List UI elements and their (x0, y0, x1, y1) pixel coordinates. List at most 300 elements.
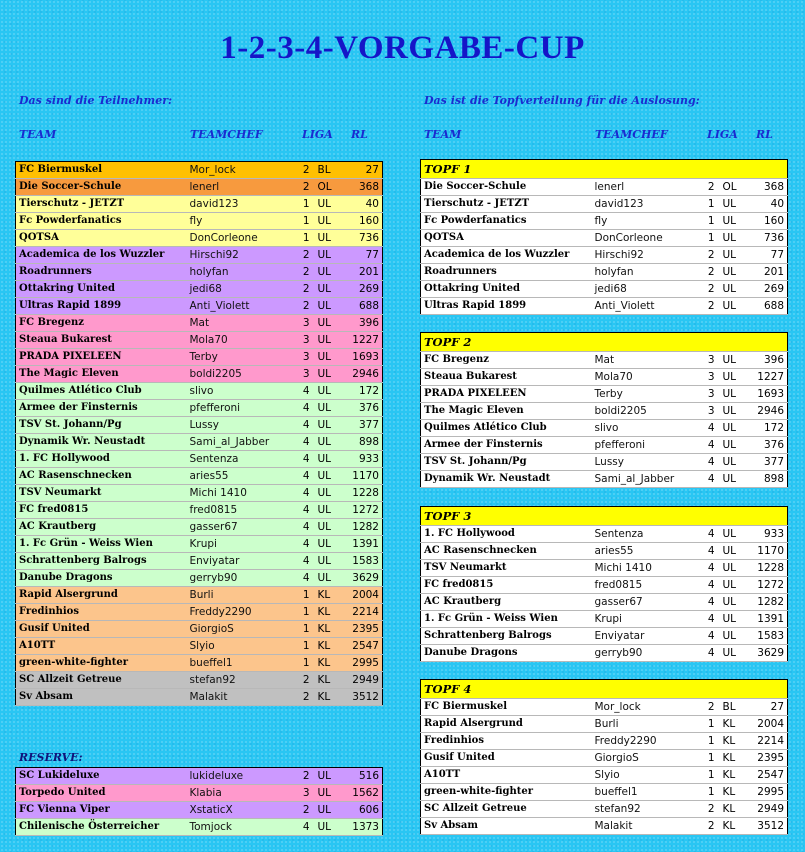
liga-level-cell: UL (720, 196, 748, 213)
teamchef-cell: Enviyatar (187, 553, 299, 570)
teamchef-cell: holyfan (592, 264, 704, 281)
team-cell: Gusif United (16, 621, 187, 638)
liga-number-cell: 4 (704, 471, 720, 488)
right-col-chef-header: TEAMCHEF (595, 128, 668, 141)
rl-cell: 160 (343, 213, 383, 230)
liga-level-cell: BL (315, 162, 343, 179)
liga-number-cell: 4 (299, 819, 315, 836)
teamchef-cell: pfefferoni (592, 437, 704, 454)
team-cell: Sv Absam (421, 818, 592, 835)
rl-cell: 1272 (343, 502, 383, 519)
liga-number-cell: 4 (704, 594, 720, 611)
liga-number-cell: 2 (299, 281, 315, 298)
rl-cell: 1227 (343, 332, 383, 349)
liga-number-cell: 1 (299, 638, 315, 655)
rl-cell: 2004 (748, 716, 788, 733)
team-cell: Rapid Alsergrund (16, 587, 187, 604)
liga-number-cell: 1 (299, 604, 315, 621)
liga-number-cell: 1 (299, 587, 315, 604)
liga-number-cell: 1 (704, 767, 720, 784)
teamchef-cell: Terby (592, 386, 704, 403)
liga-level-cell: OL (720, 179, 748, 196)
table-row (421, 628, 788, 645)
table-row (16, 604, 383, 621)
team-cell: SC Lukideluxe (16, 768, 187, 785)
teamchef-cell: pfefferoni (187, 400, 299, 417)
rl-cell: 2995 (748, 784, 788, 801)
table-row (16, 315, 383, 332)
table-row (421, 454, 788, 471)
liga-level-cell: UL (315, 417, 343, 434)
teamchef-cell: Freddy2290 (592, 733, 704, 750)
team-cell: Fc Powderfanatics (421, 213, 592, 230)
liga-level-cell: UL (315, 332, 343, 349)
liga-number-cell: 4 (704, 526, 720, 543)
teamchef-cell: stefan92 (187, 672, 299, 689)
liga-number-cell: 4 (704, 645, 720, 662)
table-row (16, 230, 383, 247)
rl-cell: 3629 (748, 645, 788, 662)
table-row (421, 543, 788, 560)
table-row (16, 689, 383, 706)
rl-cell: 2995 (343, 655, 383, 672)
liga-level-cell: UL (315, 434, 343, 451)
team-cell: TSV Neumarkt (421, 560, 592, 577)
team-cell: The Magic Eleven (421, 403, 592, 420)
liga-number-cell: 1 (299, 655, 315, 672)
rl-cell: 2395 (748, 750, 788, 767)
rl-cell: 1562 (343, 785, 383, 802)
pot-header-row (421, 507, 788, 526)
teamchef-cell: Tomjock (187, 819, 299, 836)
liga-level-cell: UL (315, 230, 343, 247)
table-row (16, 366, 383, 383)
rl-cell: 40 (748, 196, 788, 213)
liga-number-cell: 2 (704, 179, 720, 196)
teamchef-cell: Freddy2290 (187, 604, 299, 621)
teamchef-cell: Mola70 (187, 332, 299, 349)
teamchef-cell: david123 (592, 196, 704, 213)
liga-level-cell: KL (720, 750, 748, 767)
liga-number-cell: 4 (704, 577, 720, 594)
teamchef-cell: fred0815 (592, 577, 704, 594)
team-cell: Ottakring United (16, 281, 187, 298)
rl-cell: 27 (748, 699, 788, 716)
teamchef-cell: Malakit (187, 689, 299, 706)
table-row (16, 553, 383, 570)
team-cell: green-white-fighter (421, 784, 592, 801)
liga-number-cell: 4 (299, 536, 315, 553)
liga-number-cell: 2 (299, 247, 315, 264)
rl-cell: 1170 (343, 468, 383, 485)
teamchef-cell: stefan92 (592, 801, 704, 818)
rl-cell: 1391 (748, 611, 788, 628)
teamchef-cell: Krupi (187, 536, 299, 553)
team-cell: AC Rasenschnecken (421, 543, 592, 560)
rl-cell: 27 (343, 162, 383, 179)
team-cell: Sv Absam (16, 689, 187, 706)
rl-cell: 160 (748, 213, 788, 230)
teamchef-cell: lukideluxe (187, 768, 299, 785)
reserve-label: RESERVE: (19, 751, 83, 764)
rl-cell: 2949 (748, 801, 788, 818)
rl-cell: 1282 (748, 594, 788, 611)
team-cell: The Magic Eleven (16, 366, 187, 383)
liga-number-cell: 3 (704, 369, 720, 386)
liga-level-cell: UL (720, 454, 748, 471)
team-cell: Danube Dragons (421, 645, 592, 662)
teamchef-cell: Klabia (187, 785, 299, 802)
reserve-table (15, 767, 383, 836)
table-row (16, 785, 383, 802)
rl-cell: 898 (343, 434, 383, 451)
pot-title: TOPF 4 (421, 680, 788, 699)
liga-number-cell: 4 (704, 560, 720, 577)
table-row (421, 594, 788, 611)
table-row (16, 485, 383, 502)
table-row (421, 420, 788, 437)
team-cell: Quilmes Atlético Club (16, 383, 187, 400)
table-row (16, 802, 383, 819)
liga-number-cell: 1 (704, 213, 720, 230)
teamchef-cell: fly (592, 213, 704, 230)
rl-cell: 606 (343, 802, 383, 819)
table-row (16, 162, 383, 179)
team-cell: Gusif United (421, 750, 592, 767)
teamchef-cell: holyfan (187, 264, 299, 281)
team-cell: green-white-fighter (16, 655, 187, 672)
liga-number-cell: 4 (704, 420, 720, 437)
liga-level-cell: UL (720, 560, 748, 577)
team-cell: Fredinhios (421, 733, 592, 750)
table-row (421, 645, 788, 662)
liga-number-cell: 1 (299, 196, 315, 213)
liga-level-cell: UL (720, 281, 748, 298)
liga-number-cell: 4 (299, 519, 315, 536)
teamchef-cell: Sami_al_Jabber (592, 471, 704, 488)
team-cell: TSV St. Johann/Pg (16, 417, 187, 434)
rl-cell: 1373 (343, 819, 383, 836)
table-row (421, 264, 788, 281)
team-cell: TSV Neumarkt (16, 485, 187, 502)
table-row (16, 332, 383, 349)
rl-cell: 201 (343, 264, 383, 281)
table-row (421, 213, 788, 230)
liga-level-cell: KL (315, 655, 343, 672)
liga-number-cell: 1 (299, 213, 315, 230)
participants-subtitle: Das sind die Teilnehmer: (19, 94, 173, 107)
liga-level-cell: KL (315, 689, 343, 706)
teamchef-cell: Lussy (592, 454, 704, 471)
rl-cell: 368 (343, 179, 383, 196)
table-row (16, 536, 383, 553)
teamchef-cell: Mat (592, 352, 704, 369)
table-row (421, 471, 788, 488)
right-col-team-header: TEAM (424, 128, 462, 141)
pot-title: TOPF 3 (421, 507, 788, 526)
liga-level-cell: UL (720, 543, 748, 560)
liga-number-cell: 3 (299, 332, 315, 349)
teamchef-cell: boldi2205 (187, 366, 299, 383)
table-row (421, 369, 788, 386)
liga-number-cell: 4 (299, 451, 315, 468)
teamchef-cell: lenerl (187, 179, 299, 196)
team-cell: FC Vienna Viper (16, 802, 187, 819)
table-row (16, 655, 383, 672)
table-row (16, 502, 383, 519)
rl-cell: 2547 (748, 767, 788, 784)
teamchef-cell: david123 (187, 196, 299, 213)
team-cell: FC fred0815 (421, 577, 592, 594)
liga-level-cell: KL (315, 587, 343, 604)
teamchef-cell: boldi2205 (592, 403, 704, 420)
liga-level-cell: OL (315, 179, 343, 196)
table-row (421, 230, 788, 247)
rl-cell: 933 (748, 526, 788, 543)
team-cell: Schrattenberg Balrogs (421, 628, 592, 645)
liga-number-cell: 2 (704, 298, 720, 315)
team-cell: FC fred0815 (16, 502, 187, 519)
teamchef-cell: Mor_lock (187, 162, 299, 179)
rl-cell: 269 (748, 281, 788, 298)
teamchef-cell: slivo (592, 420, 704, 437)
liga-number-cell: 1 (704, 196, 720, 213)
liga-level-cell: UL (315, 383, 343, 400)
liga-number-cell: 3 (299, 785, 315, 802)
teamchef-cell: gasser67 (187, 519, 299, 536)
team-cell: Ottakring United (421, 281, 592, 298)
teamchef-cell: slivo (187, 383, 299, 400)
table-row (421, 526, 788, 543)
liga-number-cell: 1 (704, 784, 720, 801)
rl-cell: 172 (343, 383, 383, 400)
liga-number-cell: 4 (299, 502, 315, 519)
liga-number-cell: 4 (299, 434, 315, 451)
teamchef-cell: Terby (187, 349, 299, 366)
teamchef-cell: Burli (592, 716, 704, 733)
liga-level-cell: KL (720, 784, 748, 801)
table-row (421, 403, 788, 420)
teamchef-cell: Sami_al_Jabber (187, 434, 299, 451)
liga-number-cell: 2 (299, 264, 315, 281)
liga-level-cell: UL (315, 502, 343, 519)
pot-3-table (420, 506, 788, 662)
liga-number-cell: 4 (704, 628, 720, 645)
liga-number-cell: 3 (299, 315, 315, 332)
liga-number-cell: 2 (704, 264, 720, 281)
rl-cell: 1228 (748, 560, 788, 577)
pots-subtitle: Das ist die Topfverteilung für die Auslosung: (424, 94, 700, 107)
rl-cell: 201 (748, 264, 788, 281)
rl-cell: 377 (343, 417, 383, 434)
teamchef-cell: Slyio (187, 638, 299, 655)
team-cell: FC Biermuskel (421, 699, 592, 716)
table-row (16, 587, 383, 604)
team-cell: Roadrunners (16, 264, 187, 281)
team-cell: Chilenische Österreicher (16, 819, 187, 836)
rl-cell: 516 (343, 768, 383, 785)
teamchef-cell: gerryb90 (592, 645, 704, 662)
table-row (421, 801, 788, 818)
team-cell: 1. FC Hollywood (16, 451, 187, 468)
teamchef-cell: gasser67 (592, 594, 704, 611)
left-col-liga-header: LIGA (302, 128, 333, 141)
liga-number-cell: 2 (299, 162, 315, 179)
liga-number-cell: 2 (299, 298, 315, 315)
teamchef-cell: gerryb90 (187, 570, 299, 587)
liga-level-cell: UL (315, 570, 343, 587)
right-col-liga-header: LIGA (707, 128, 738, 141)
table-row (421, 560, 788, 577)
table-row (16, 768, 383, 785)
rl-cell: 736 (343, 230, 383, 247)
liga-number-cell: 4 (704, 454, 720, 471)
liga-number-cell: 2 (704, 801, 720, 818)
team-cell: Die Soccer-Schule (16, 179, 187, 196)
liga-level-cell: UL (720, 298, 748, 315)
liga-number-cell: 4 (299, 417, 315, 434)
liga-level-cell: UL (315, 553, 343, 570)
liga-level-cell: UL (315, 785, 343, 802)
rl-cell: 1272 (748, 577, 788, 594)
table-row (421, 437, 788, 454)
pot-title: TOPF 2 (421, 333, 788, 352)
liga-level-cell: UL (720, 386, 748, 403)
teamchef-cell: Lussy (187, 417, 299, 434)
liga-level-cell: UL (720, 577, 748, 594)
pot-2-table (420, 332, 788, 488)
rl-cell: 2949 (343, 672, 383, 689)
liga-level-cell: UL (315, 315, 343, 332)
team-cell: FC Bregenz (16, 315, 187, 332)
participants-table (15, 161, 383, 706)
team-cell: QOTSA (16, 230, 187, 247)
liga-number-cell: 3 (299, 349, 315, 366)
team-cell: Tierschutz - JETZT (16, 196, 187, 213)
liga-level-cell: UL (315, 802, 343, 819)
teamchef-cell: XstaticX (187, 802, 299, 819)
teamchef-cell: GiorgioS (592, 750, 704, 767)
teamchef-cell: fred0815 (187, 502, 299, 519)
team-cell: QOTSA (421, 230, 592, 247)
table-row (421, 298, 788, 315)
teamchef-cell: Malakit (592, 818, 704, 835)
rl-cell: 688 (343, 298, 383, 315)
liga-number-cell: 2 (299, 689, 315, 706)
pot-header-row (421, 680, 788, 699)
team-cell: Quilmes Atlético Club (421, 420, 592, 437)
liga-number-cell: 1 (704, 750, 720, 767)
rl-cell: 368 (748, 179, 788, 196)
liga-number-cell: 4 (704, 543, 720, 560)
teamchef-cell: aries55 (187, 468, 299, 485)
rl-cell: 2214 (343, 604, 383, 621)
teamchef-cell: Hirschi92 (592, 247, 704, 264)
liga-level-cell: UL (315, 768, 343, 785)
liga-number-cell: 2 (704, 818, 720, 835)
liga-level-cell: UL (315, 349, 343, 366)
team-cell: Torpedo United (16, 785, 187, 802)
teamchef-cell: Hirschi92 (187, 247, 299, 264)
teamchef-cell: Sentenza (187, 451, 299, 468)
page-title: 1-2-3-4-VORGABE-CUP (220, 30, 585, 66)
team-cell: AC Rasenschnecken (16, 468, 187, 485)
liga-level-cell: KL (720, 818, 748, 835)
left-col-rl-header: RL (351, 128, 368, 141)
table-row (421, 196, 788, 213)
left-col-chef-header: TEAMCHEF (190, 128, 263, 141)
table-row (421, 716, 788, 733)
table-row (16, 519, 383, 536)
table-row (421, 247, 788, 264)
liga-number-cell: 1 (704, 733, 720, 750)
liga-level-cell: UL (720, 628, 748, 645)
table-row (421, 767, 788, 784)
table-row (16, 621, 383, 638)
liga-number-cell: 2 (299, 802, 315, 819)
liga-number-cell: 2 (704, 281, 720, 298)
pot-4-table (420, 679, 788, 835)
liga-level-cell: UL (315, 213, 343, 230)
liga-level-cell: UL (315, 819, 343, 836)
table-row (421, 611, 788, 628)
liga-level-cell: UL (315, 264, 343, 281)
pot-title: TOPF 1 (421, 160, 788, 179)
liga-number-cell: 3 (704, 403, 720, 420)
teamchef-cell: Michi 1410 (592, 560, 704, 577)
teamchef-cell: lenerl (592, 179, 704, 196)
liga-number-cell: 4 (299, 468, 315, 485)
rl-cell: 898 (748, 471, 788, 488)
teamchef-cell: Slyio (592, 767, 704, 784)
table-row (16, 417, 383, 434)
rl-cell: 77 (748, 247, 788, 264)
rl-cell: 269 (343, 281, 383, 298)
liga-level-cell: UL (720, 611, 748, 628)
liga-level-cell: UL (315, 468, 343, 485)
liga-level-cell: UL (315, 281, 343, 298)
table-row (16, 434, 383, 451)
liga-number-cell: 4 (299, 553, 315, 570)
liga-level-cell: KL (720, 733, 748, 750)
team-cell: A10TT (421, 767, 592, 784)
teamchef-cell: jedi68 (592, 281, 704, 298)
table-row (16, 819, 383, 836)
table-row (421, 784, 788, 801)
team-cell: A10TT (16, 638, 187, 655)
team-cell: FC Biermuskel (16, 162, 187, 179)
liga-level-cell: UL (720, 369, 748, 386)
rl-cell: 2547 (343, 638, 383, 655)
table-row (421, 577, 788, 594)
table-row (421, 699, 788, 716)
rl-cell: 1583 (343, 553, 383, 570)
rl-cell: 2395 (343, 621, 383, 638)
teamchef-cell: Burli (187, 587, 299, 604)
rl-cell: 2946 (343, 366, 383, 383)
table-row (421, 818, 788, 835)
team-cell: Ultras Rapid 1899 (16, 298, 187, 315)
table-row (16, 196, 383, 213)
liga-level-cell: UL (315, 400, 343, 417)
teamchef-cell: Krupi (592, 611, 704, 628)
liga-number-cell: 1 (704, 230, 720, 247)
liga-level-cell: UL (720, 420, 748, 437)
teamchef-cell: jedi68 (187, 281, 299, 298)
team-cell: Tierschutz - JETZT (421, 196, 592, 213)
table-row (16, 672, 383, 689)
team-cell: Dynamik Wr. Neustadt (16, 434, 187, 451)
